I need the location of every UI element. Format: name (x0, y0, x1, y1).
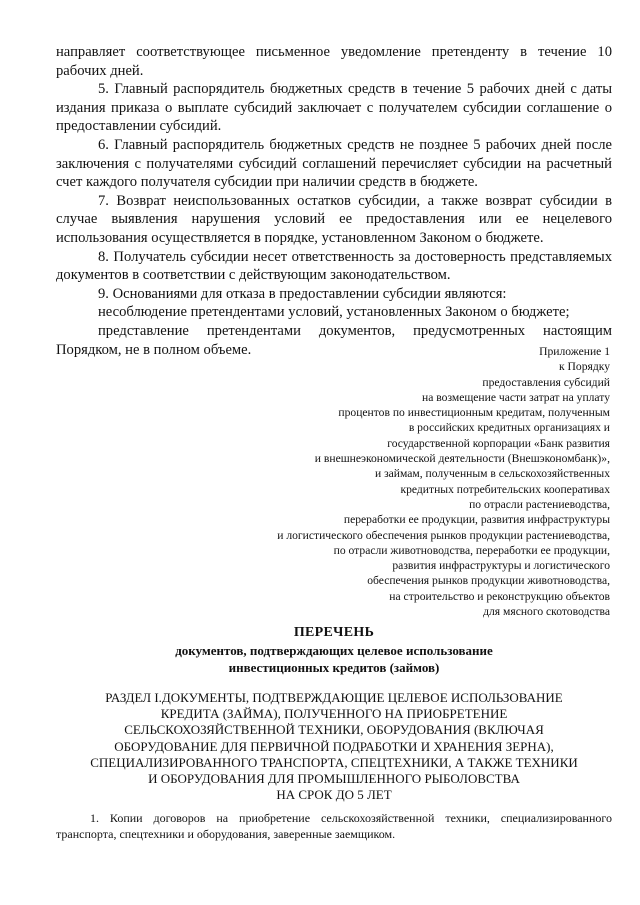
appendix-line: процентов по инвестиционным кредитам, полученным (338, 406, 610, 420)
section-heading-line: ОБОРУДОВАНИЕ ДЛЯ ПЕРВИЧНОЙ ПОДРАБОТКИ И ХРАНЕНИЯ ЗЕРНА), (114, 738, 554, 754)
section-heading-line: РАЗДЕЛ I.ДОКУМЕНТЫ, ПОДТВЕРЖДАЮЩИЕ ЦЕЛЕВОЕ ИСПОЛЬЗОВАНИЕ (105, 690, 563, 705)
paragraph-9-item-a: несоблюдение претендентами условий, установленных Законом о бюджете; (98, 304, 570, 321)
paragraph-9-item-b: представление претендентами документов, предусмотренных настоящим Порядком, не в полном объеме. (56, 322, 612, 358)
appendix-line: предоставления субсидий (482, 375, 610, 389)
list-item-1: 1. Копии договоров на приобретение сельскохозяйственной техники, специализированного транспорта, спецтехники и оборудования, заверенные заемщиком. (56, 811, 612, 841)
paragraph-6: 6. Главный распорядитель бюджетных средств не позднее 5 рабочих дней после заключения с получателями субсидий соглашений перечисляет субсидии на расчетный счет каждого получателя субсидии при наличии средств в бюджете. (56, 136, 612, 191)
appendix-line: развития инфраструктуры и логистического (392, 559, 610, 573)
appendix-line: государственной корпорации «Банк развития (387, 436, 610, 450)
section-heading-line: НА СРОК ДО 5 ЛЕТ (276, 787, 392, 803)
appendix-line: и логистического обеспечения рынков продукции растениеводства, (277, 528, 610, 542)
appendix-line: в российских кредитных организациях и (408, 421, 610, 435)
appendix-line: переработки ее продукции, развития инфраструктуры (343, 513, 610, 527)
appendix-line: для мясного скотоводства (483, 605, 610, 619)
appendix-header (190, 344, 610, 619)
appendix-line: к Порядку (559, 360, 610, 374)
appendix-line: по отрасли животноводства, переработки ее продукции, (333, 543, 610, 557)
section-heading-line: СПЕЦИАЛИЗИРОВАННОГО ТРАНСПОРТА, СПЕЦТЕХНИКИ, А ТАКЖЕ ТЕХНИКИ (90, 754, 578, 770)
appendix-line: кредитных потребительских кооперативах (400, 482, 610, 496)
body-text (56, 43, 612, 359)
appendix-line: по отрасли растениеводства, (469, 497, 610, 511)
section-heading-line: СЕЛЬСКОХОЗЯЙСТВЕННОЙ ТЕХНИКИ, ОБОРУДОВАНИЯ (ВКЛЮЧАЯ (124, 722, 544, 738)
appendix-line: на возмещение части затрат на уплату (422, 390, 610, 404)
paragraph-5: 5. Главный распорядитель бюджетных средств в течение 5 рабочих дней с даты издания приказа о выплате субсидий заключает с получателем субсидии соглашение о предоставлении субсидий. (56, 81, 612, 135)
section-items (56, 810, 612, 842)
paragraph-9: 9. Основаниями для отказа в предоставлении субсидии являются: (98, 285, 507, 302)
paragraph-7: 7. Возврат неиспользованных остатков субсидии, а также возврат субсидии в случае выявления нарушения условий ее предоставления или ее нецелевого использования осуществляется в порядке, установленном Законом о бюджете. (56, 192, 612, 246)
paragraph-continuation: направляет соответствующее письменное уведомление претенденту в течение 10 рабочих дней. (56, 44, 612, 79)
list-title-line-1: документов, подтверждающих целевое использование (175, 643, 493, 658)
appendix-line: и внешнеэкономической деятельности (Внешэкономбанк)», (314, 452, 610, 466)
paragraph-8: 8. Получатель субсидии несет ответственность за достоверность представляемых документов в соответствии с действующим законодательством. (56, 248, 612, 284)
section-heading-line: КРЕДИТА (ЗАЙМА), ПОЛУЧЕННОГО НА ПРИОБРЕТЕНИЕ (160, 706, 508, 722)
list-title (56, 624, 612, 676)
section-heading-line: И ОБОРУДОВАНИЯ ДЛЯ ПРОМЫШЛЕННОГО РЫБОЛОВСТВА (148, 771, 520, 787)
list-title-main: ПЕРЕЧЕНЬ (293, 625, 375, 640)
list-title-line-2: инвестиционных кредитов (займов) (228, 660, 440, 675)
appendix-line: Приложение 1 (539, 345, 610, 358)
appendix-line: на строительство и реконструкцию объектов (389, 589, 610, 603)
section-heading (56, 690, 612, 803)
appendix-line: обеспечения рынков продукции животноводства, (367, 574, 610, 588)
appendix-line: и займам, полученным в сельскохозяйственных (374, 467, 610, 481)
